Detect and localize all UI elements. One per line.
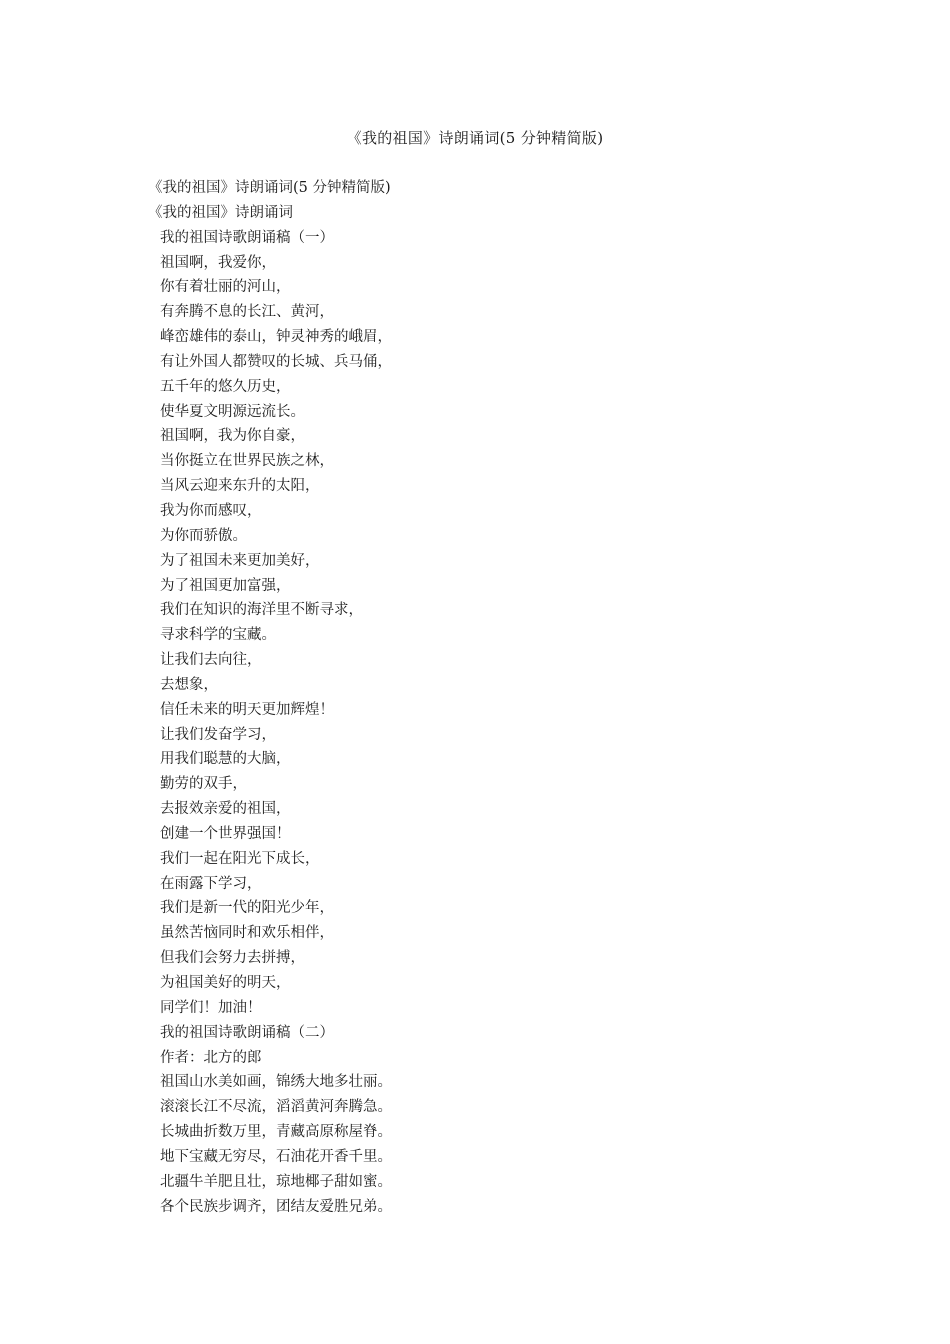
poem-line: 有奔腾不息的长江、黄河，	[160, 304, 334, 321]
poem-line: 当风云迎来东升的太阳，	[160, 478, 320, 495]
poem-line: 五千年的悠久历史，	[160, 378, 291, 395]
section-heading: 我的祖国诗歌朗诵稿（一）	[160, 229, 334, 246]
poem-line: 北疆牛羊肥且壮，琼地椰子甜如蜜。	[160, 1173, 392, 1190]
poem-line: 祖国山水美如画，锦绣大地多壮丽。	[160, 1074, 392, 1091]
poem-line: 信任未来的明天更加辉煌！	[160, 701, 334, 718]
poem-line: 祖国啊，我为你自豪，	[160, 428, 305, 445]
poem-line: 我们在知识的海洋里不断寻求，	[160, 602, 363, 619]
poem-line: 为了祖国更加富强，	[160, 577, 291, 594]
poem-line: 地下宝藏无穷尽，石油花开香千里。	[160, 1148, 392, 1165]
poem-line: 为了祖国未来更加美好，	[160, 552, 320, 569]
poem-line: 使华夏文明源远流长。	[160, 403, 305, 420]
poem-line: 勤劳的双手，	[160, 776, 247, 793]
page-title: 《我的祖国》诗朗诵词(5 分钟精简版)	[346, 129, 604, 147]
document-body	[148, 176, 848, 1219]
poem-line: 让我们发奋学习，	[160, 726, 276, 743]
poem-line: 在雨露下学习，	[160, 875, 262, 892]
poem-line: 峰峦雄伟的泰山，钟灵神秀的峨眉，	[160, 329, 392, 346]
poem-line: 你有着壮丽的河山，	[160, 279, 291, 296]
section-heading: 我的祖国诗歌朗诵稿（二）	[160, 1024, 334, 1041]
poem-line: 为你而骄傲。	[160, 527, 247, 544]
poem-line: 我们一起在阳光下成长，	[160, 850, 320, 867]
poem-line: 虽然苦恼同时和欢乐相伴，	[160, 925, 334, 942]
poem-line: 去报效亲爱的祖国，	[160, 801, 291, 818]
poem-line: 同学们！加油！	[160, 999, 262, 1016]
poem-line: 去想象，	[160, 676, 218, 693]
poem-line: 有让外国人都赞叹的长城、兵马俑，	[160, 353, 392, 370]
poem-line: 我为你而感叹，	[160, 502, 262, 519]
poem-line: 祖国啊，我爱你，	[160, 254, 276, 271]
poem-line: 用我们聪慧的大脑，	[160, 751, 291, 768]
poem-line: 为祖国美好的明天，	[160, 975, 291, 991]
poem-line: 当你挺立在世界民族之林，	[160, 453, 334, 470]
author-line: 作者：北方的郎	[160, 1049, 262, 1066]
poem-line: 让我们去向往，	[160, 652, 262, 669]
poem-line: 寻求科学的宝藏。	[160, 627, 276, 644]
poem-line: 创建一个世界强国！	[160, 825, 291, 842]
poem-line: 但我们会努力去拼搏，	[160, 950, 305, 967]
poem-line: 长城曲折数万里，青藏高原称屋脊。	[160, 1124, 392, 1141]
header-line: 《我的祖国》诗朗诵词(5 分钟精简版)	[148, 180, 391, 196]
poem-line: 我们是新一代的阳光少年，	[160, 900, 334, 917]
poem-line: 各个民族步调齐，团结友爱胜兄弟。	[160, 1198, 392, 1215]
poem-line: 滚滚长江不尽流，滔滔黄河奔腾急。	[160, 1099, 392, 1116]
header-line: 《我的祖国》诗朗诵词	[148, 204, 293, 221]
